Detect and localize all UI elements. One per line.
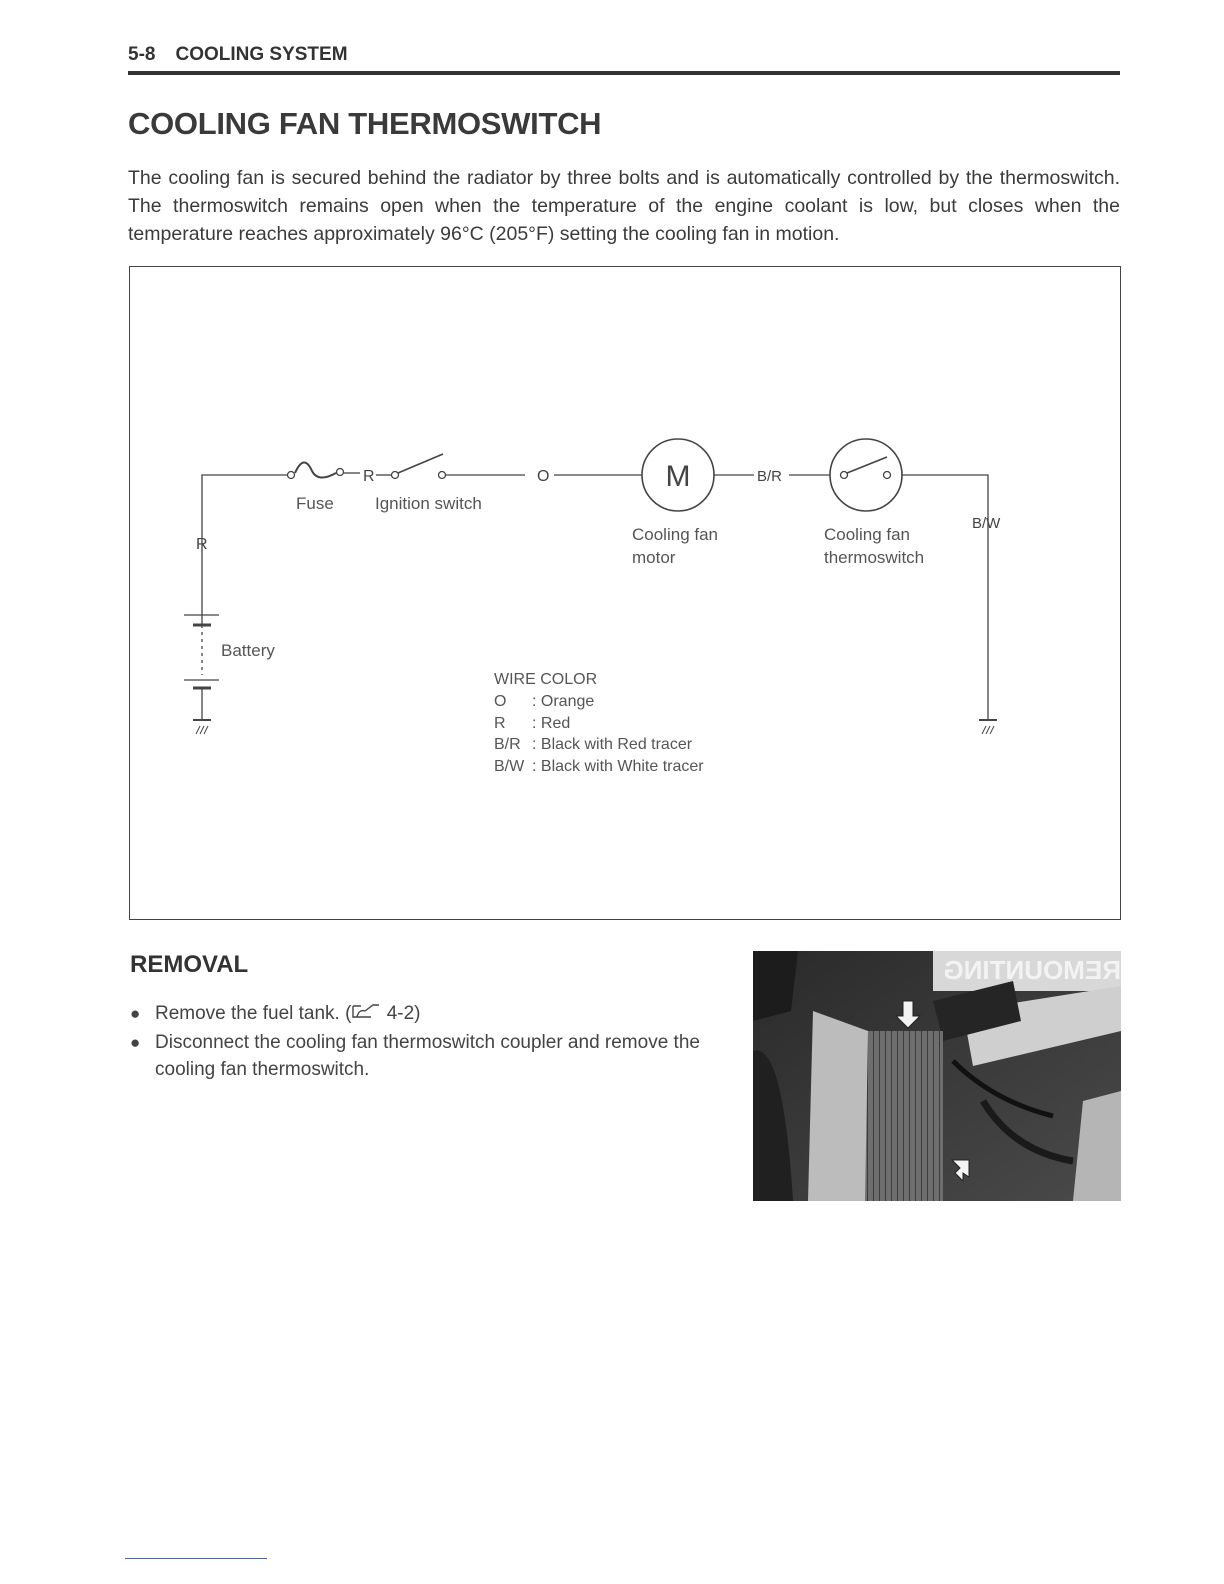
legend-code: B/R: [494, 736, 521, 753]
legend-code: B/W: [494, 758, 525, 775]
ground-right-hatch: [982, 726, 994, 734]
ground-left-hatch: [196, 726, 208, 734]
fuse-element: [295, 462, 336, 477]
legend-title: WIRE COLOR: [494, 671, 598, 688]
intro-paragraph: The cooling fan is secured behind the radiator by three bolts and is automatically controlled by the thermoswitch. The thermoswitch remains open when the temperature of the engine coolant is low, but closes when the temperature reaches approximately 96°C (205°F) setting the cooling fan in motion.: [128, 167, 1120, 245]
wire-color-legend: [494, 671, 704, 775]
page-header: [128, 44, 348, 66]
legend-desc: : Red: [532, 715, 571, 732]
motor-symbol-m: M: [665, 460, 691, 493]
wire-left-red: [202, 475, 288, 614]
fuse-terminal-left: [288, 472, 295, 479]
wire-black-white: [902, 475, 988, 719]
ignition-terminal-left: [392, 472, 399, 479]
wiring-diagram-svg: [130, 267, 1122, 921]
legend-desc: : Black with White tracer: [532, 758, 704, 775]
legend-code: O: [494, 693, 507, 710]
list-item: [130, 1000, 730, 1027]
section-title: COOLING SYSTEM: [175, 44, 348, 65]
label-ignition-switch: Ignition switch: [375, 494, 482, 513]
wire-label-r-top: R: [363, 468, 375, 485]
wire-label-o: O: [537, 468, 550, 485]
wire-label-br: B/R: [757, 468, 783, 485]
legend-desc: : Black with Red tracer: [532, 736, 693, 753]
wiring-diagram: [129, 266, 1121, 920]
legend-code: R: [494, 715, 506, 732]
label-thermoswitch-line2: thermoswitch: [824, 548, 925, 567]
page-title: COOLING FAN THERMOSWITCH: [128, 106, 602, 141]
removal-steps: [130, 1000, 730, 1085]
wire-label-r-left: R: [196, 536, 208, 553]
reference-pointer-icon: [351, 1000, 381, 1027]
list-item: [130, 1029, 730, 1083]
label-fuse: Fuse: [296, 494, 334, 513]
thermoswitch-terminal-left: [841, 472, 848, 479]
step-ref: 4-2): [386, 1003, 421, 1024]
legend-desc: : Orange: [532, 693, 595, 710]
label-battery: Battery: [221, 641, 275, 660]
thermoswitch-contact: [847, 457, 887, 473]
step-text: Remove the fuel tank. (: [155, 1003, 352, 1024]
radiator-photo: [753, 951, 1121, 1201]
thermoswitch-terminal-right: [884, 472, 891, 479]
removal-heading: REMOVAL: [130, 951, 249, 978]
label-thermoswitch-line1: Cooling fan: [824, 525, 911, 544]
label-motor-line1: Cooling fan: [632, 525, 719, 544]
label-motor-line2: motor: [632, 548, 676, 567]
page-number: 5-8: [128, 44, 156, 65]
footnote-divider: [125, 1558, 267, 1559]
fuse-terminal-right: [337, 469, 344, 476]
bullet-icon: ●: [130, 1004, 141, 1023]
photo-watermark: REMOUNTING: [943, 955, 1121, 985]
ignition-terminal-right: [439, 472, 446, 479]
header-rule: [128, 71, 1120, 75]
bullet-icon: ●: [130, 1033, 141, 1052]
wire-label-bw: B/W: [972, 515, 1001, 532]
ignition-switch-lever: [398, 454, 443, 473]
step-text: Disconnect the cooling fan thermoswitch coupler and remove the cooling fan thermoswitch.: [155, 1032, 700, 1080]
